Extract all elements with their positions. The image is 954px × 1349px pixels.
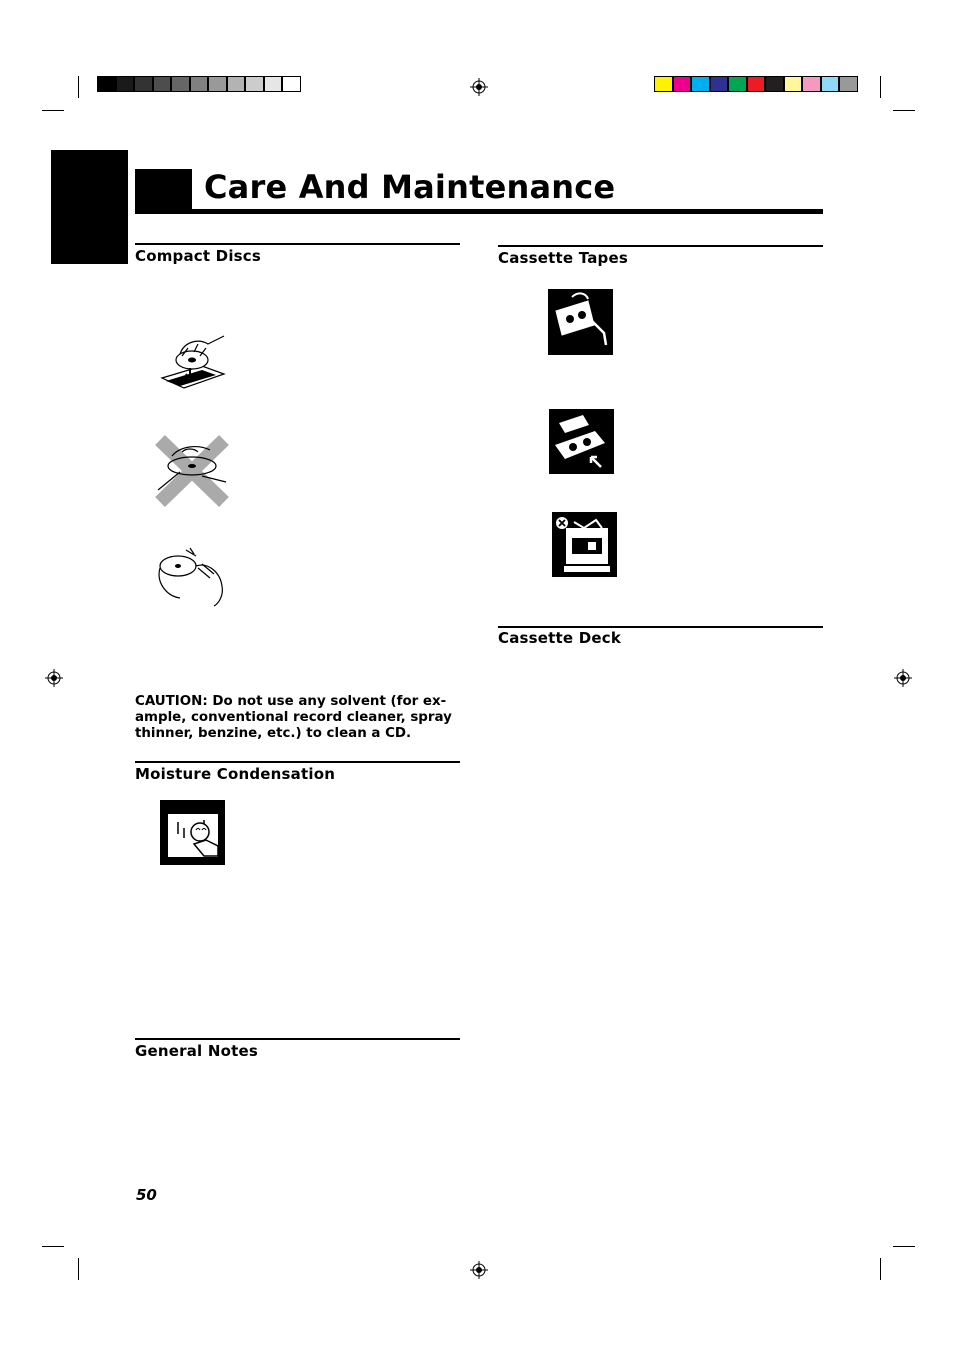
section-rule xyxy=(135,1038,460,1040)
crop-mark xyxy=(880,1258,881,1280)
calibration-swatch xyxy=(97,76,116,92)
heading-moisture-condensation: Moisture Condensation xyxy=(135,765,336,783)
calibration-swatch xyxy=(784,76,803,92)
registration-mark-icon xyxy=(894,669,912,687)
section-rule xyxy=(135,761,460,763)
page-title: Care And Maintenance xyxy=(204,168,616,206)
crop-mark xyxy=(78,76,79,98)
cd-no-touch-icon xyxy=(152,432,232,508)
cd-wipe-icon xyxy=(156,546,228,608)
crop-mark xyxy=(880,76,881,98)
calibration-swatch xyxy=(710,76,729,92)
condensation-icon xyxy=(160,800,225,865)
calibration-swatch xyxy=(134,76,153,92)
language-tab xyxy=(51,150,128,264)
calibration-swatch xyxy=(821,76,840,92)
crop-mark xyxy=(42,1246,64,1247)
section-rule xyxy=(135,243,460,245)
calibration-swatch xyxy=(264,76,283,92)
registration-mark-icon xyxy=(470,1261,488,1279)
title-block xyxy=(135,169,192,213)
calibration-swatch xyxy=(802,76,821,92)
tape-tab-icon xyxy=(549,409,614,474)
calibration-swatch xyxy=(839,76,858,92)
crop-mark xyxy=(42,110,64,111)
calibration-swatch xyxy=(153,76,172,92)
calibration-swatch xyxy=(227,76,246,92)
crop-mark xyxy=(893,110,915,111)
tape-heat-icon xyxy=(552,512,617,577)
cd-handling-icon xyxy=(158,334,228,394)
page-number: 50 xyxy=(136,1186,157,1204)
heading-compact-discs: Compact Discs xyxy=(135,247,262,265)
calibration-swatch xyxy=(765,76,784,92)
calibration-swatch xyxy=(673,76,692,92)
calibration-swatch xyxy=(691,76,710,92)
heading-cassette-tapes: Cassette Tapes xyxy=(498,249,628,267)
calibration-swatch xyxy=(190,76,209,92)
title-rule xyxy=(135,209,823,214)
calibration-swatch xyxy=(747,76,766,92)
crop-mark xyxy=(893,1246,915,1247)
calibration-swatch xyxy=(728,76,747,92)
heading-cassette-deck: Cassette Deck xyxy=(498,629,621,647)
calibration-swatch xyxy=(116,76,135,92)
registration-mark-icon xyxy=(470,78,488,96)
calibration-swatch xyxy=(208,76,227,92)
registration-mark-icon xyxy=(45,669,63,687)
section-rule xyxy=(498,245,823,247)
caution-note: CAUTION: Do not use any solvent (for ex- ample, conventional record cleaner, spray thinner, benzine, etc.) to clean a CD. xyxy=(135,694,452,741)
calibration-swatch xyxy=(171,76,190,92)
calibration-swatch xyxy=(654,76,673,92)
tape-slack-icon xyxy=(548,289,613,355)
heading-general-notes: General Notes xyxy=(135,1042,258,1060)
calibration-swatch xyxy=(282,76,301,92)
crop-mark xyxy=(78,1258,79,1280)
section-rule xyxy=(498,626,823,628)
calibration-swatch xyxy=(245,76,264,92)
